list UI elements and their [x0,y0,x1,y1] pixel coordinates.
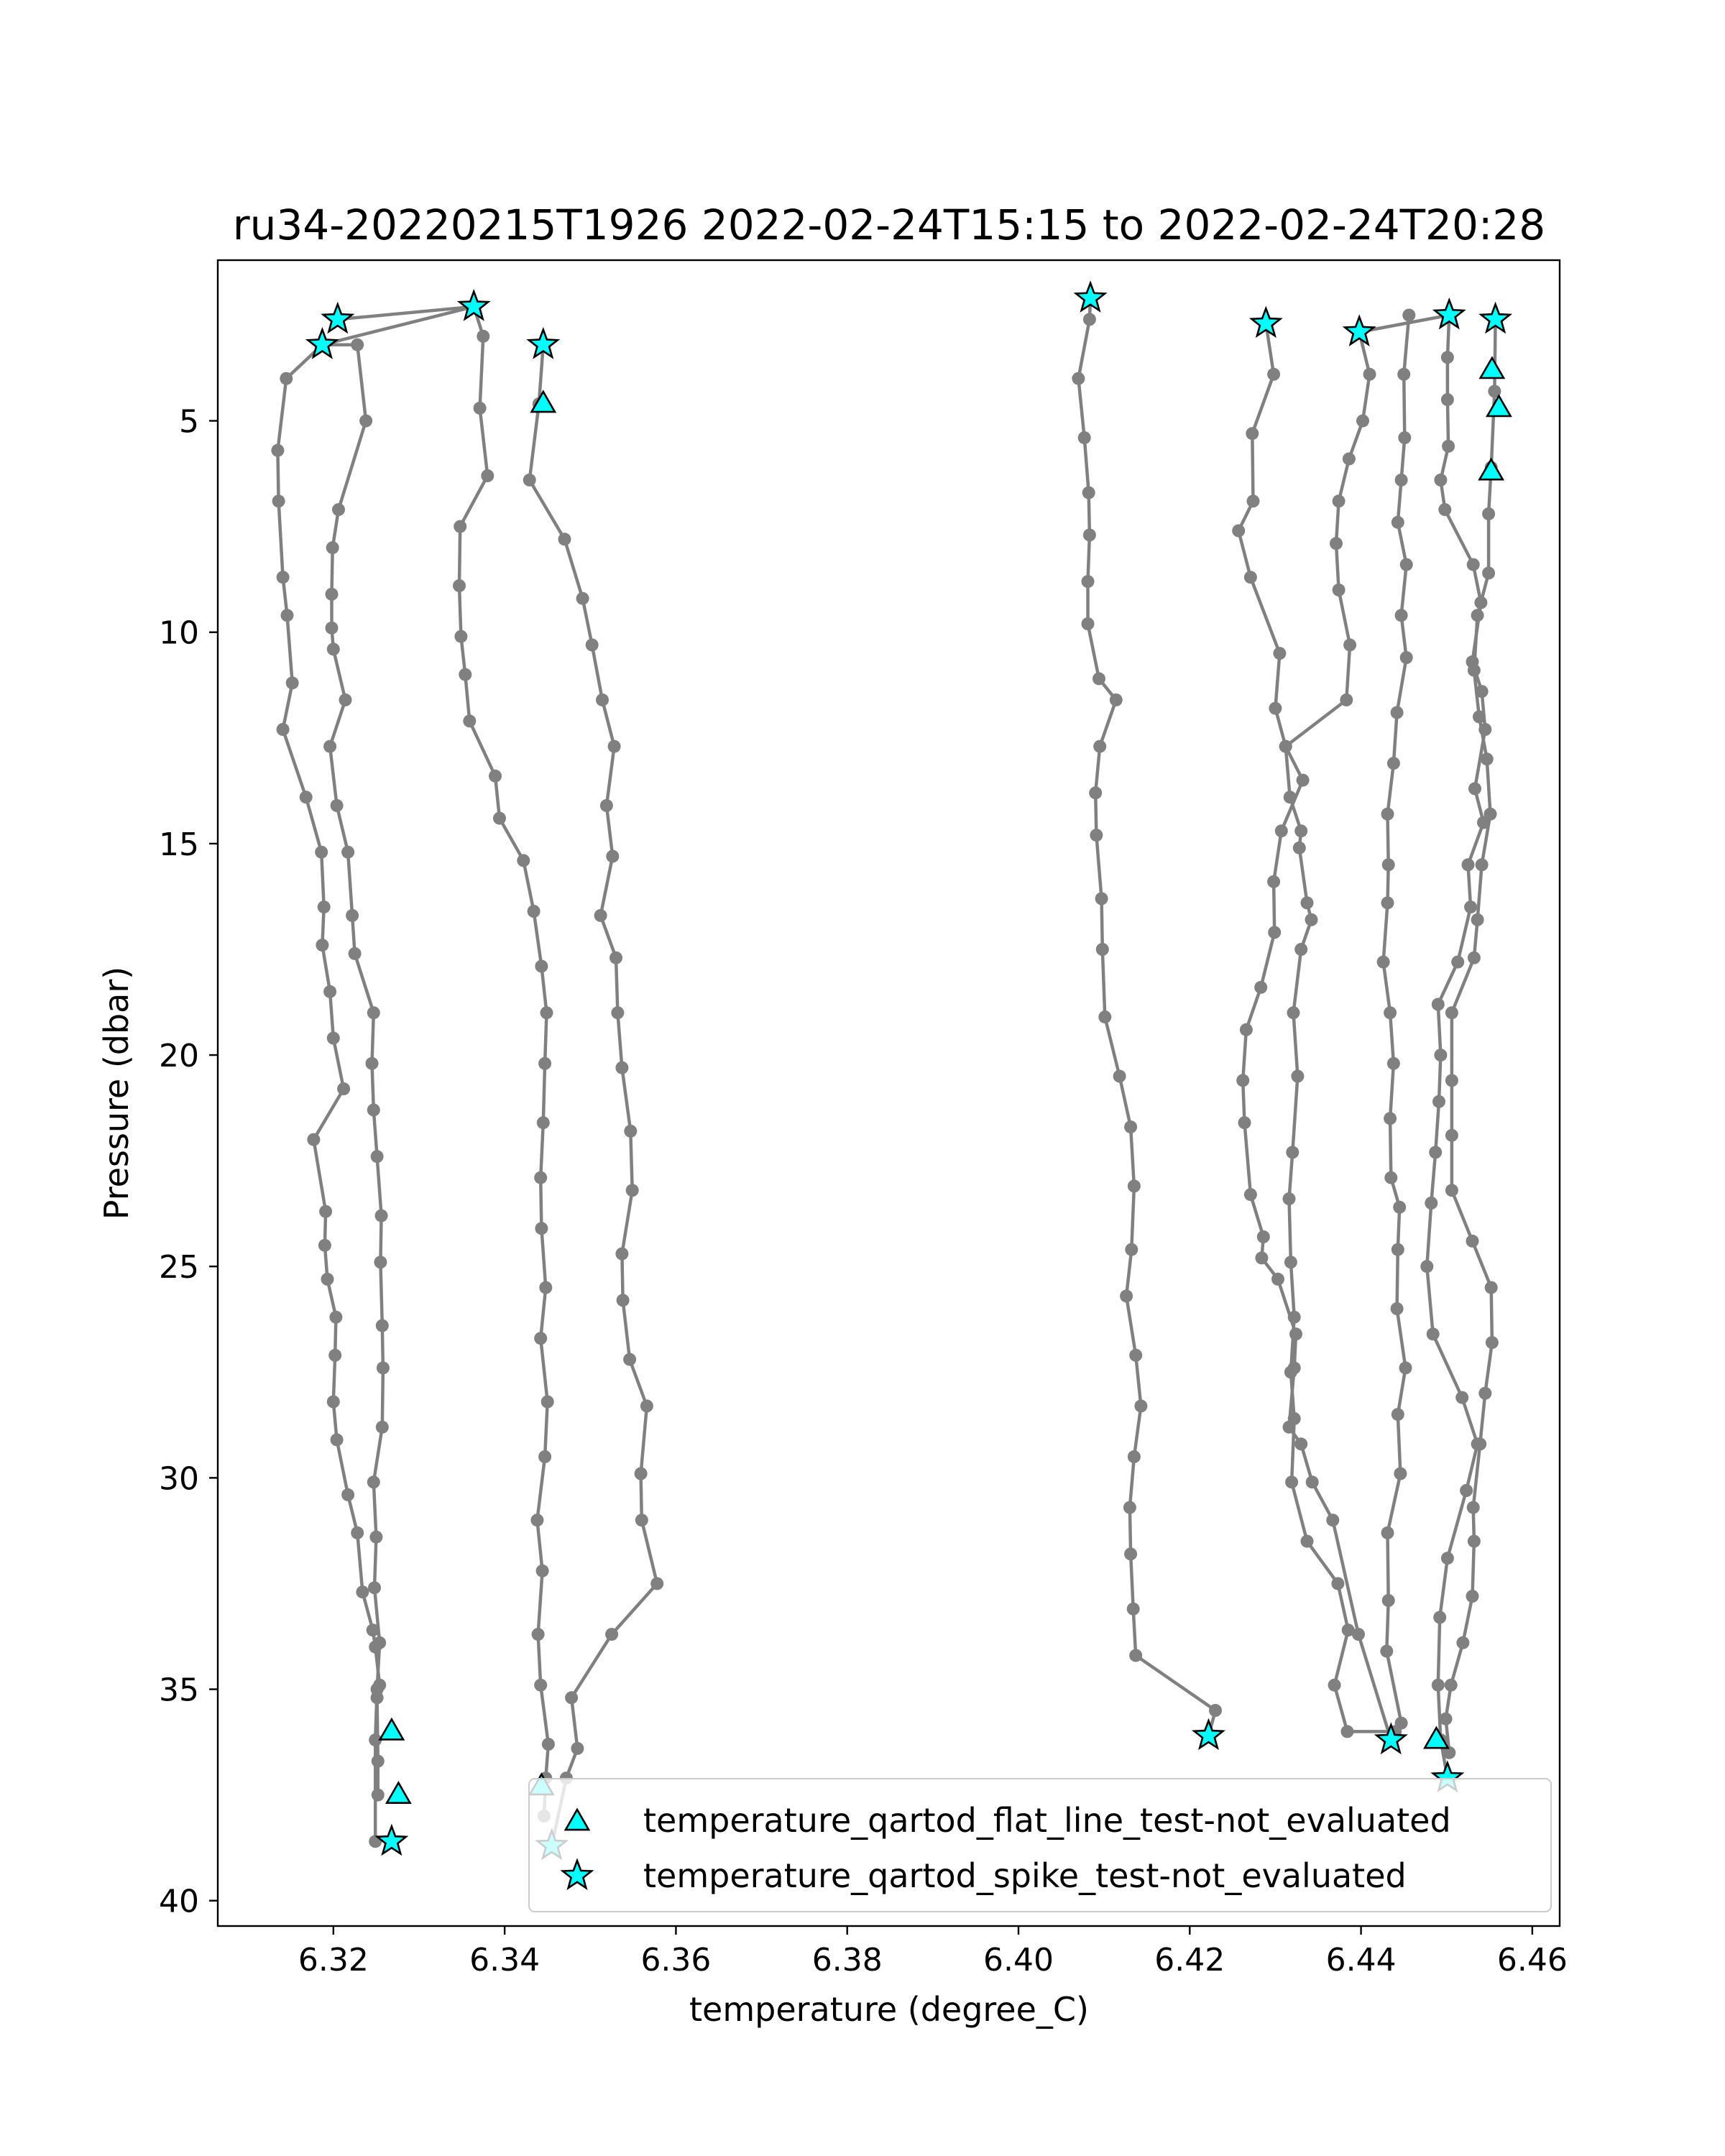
data-point [1098,1010,1111,1023]
data-point [1381,896,1394,909]
data-point [542,1738,555,1751]
data-point [1398,431,1411,444]
data-point [1328,1679,1341,1692]
data-point [1440,1713,1453,1726]
data-point [1402,309,1415,322]
y-axis-label: Pressure (dbar) [97,966,136,1220]
data-point [272,494,285,507]
data-point [1442,440,1455,453]
data-point [596,694,609,706]
data-point [528,905,540,918]
data-point [534,1679,547,1692]
data-point [367,1104,380,1117]
data-point [1110,694,1123,706]
data-point [615,1248,628,1261]
data-point [532,1628,545,1641]
data-point [1441,393,1454,406]
data-point [1395,609,1408,622]
data-point [373,1636,386,1649]
x-tick-label: 6.38 [811,1942,883,1978]
data-point [1382,858,1395,871]
data-point [307,1133,320,1146]
data-point [1384,1006,1397,1019]
data-point [1478,1387,1491,1400]
data-point [635,1514,648,1526]
x-tick-label: 6.46 [1496,1942,1568,1978]
data-point [594,909,607,922]
data-point [1482,507,1495,520]
data-point [1384,1112,1397,1125]
data-point [1246,427,1259,440]
data-point [586,638,599,651]
data-point [366,1057,379,1070]
data-point [326,541,339,554]
data-point [1342,1623,1355,1636]
data-point [1291,1070,1304,1083]
data-point [536,1565,549,1577]
data-point [1397,368,1410,381]
data-point [1095,892,1108,905]
data-point [1134,1399,1147,1412]
data-point [1129,1349,1142,1362]
data-point [1124,1547,1137,1560]
data-point [1481,752,1494,765]
data-point [1090,829,1103,842]
data-point [1257,1230,1270,1243]
data-point [1400,651,1413,664]
data-point [565,1691,578,1704]
data-point [1399,1361,1412,1374]
data-point [534,1171,547,1184]
data-point [1445,1679,1458,1692]
data-point [351,338,364,351]
data-point [1078,431,1091,444]
data-point [337,1082,350,1095]
data-point [1209,1704,1222,1717]
data-point [376,1319,389,1332]
data-point [369,1531,382,1544]
data-point [1427,1327,1440,1340]
data-point [1083,528,1096,541]
data-point [489,770,502,783]
data-point [1279,740,1292,753]
data-point [1432,1679,1445,1692]
data-point [1331,1577,1344,1590]
data-point [1082,575,1095,588]
data-point [1287,1006,1300,1019]
data-point [1468,1535,1481,1548]
data-point [1294,824,1307,837]
data-point [1283,1192,1296,1205]
y-tick-label: 30 [159,1460,199,1498]
data-point [617,1294,630,1307]
data-point [280,372,293,385]
x-tick-label: 6.34 [469,1942,540,1978]
x-tick-label: 6.40 [983,1942,1054,1978]
data-point [1395,474,1408,487]
data-point [318,900,331,913]
data-point [1433,1611,1446,1624]
data-point [1236,1074,1249,1087]
x-axis-ticks [298,1926,1568,1978]
data-point [1297,774,1310,787]
data-point [1456,1636,1469,1649]
x-tick-label: 6.32 [298,1942,369,1978]
data-point [331,799,344,812]
data-point [615,1061,628,1074]
data-point [571,1742,584,1755]
data-point [517,854,530,867]
data-point [1380,1645,1393,1658]
y-tick-label: 40 [159,1883,199,1920]
data-point [1247,494,1260,507]
data-point [610,952,622,964]
data-point [1468,782,1481,795]
data-point [1333,584,1346,596]
data-point [1466,1590,1479,1603]
data-point [1381,808,1394,821]
data-point [1377,956,1390,969]
data-point [1330,537,1343,550]
data-point [331,1433,344,1446]
data-point [1267,875,1280,888]
data-point [481,469,494,482]
data-point [376,1421,389,1434]
data-point [286,676,299,689]
y-tick-label: 15 [159,826,199,863]
data-point [535,960,548,973]
data-point [341,846,354,859]
data-point [538,1057,551,1070]
data-point [316,939,328,952]
data-point [359,415,372,428]
data-point [493,812,506,825]
data-point [318,1239,331,1252]
data-point [1305,913,1318,926]
data-point [1445,1184,1458,1197]
data-point [1484,808,1497,821]
data-point [321,1273,334,1286]
data-point [1120,1289,1133,1302]
data-point [611,1006,624,1019]
data-point [1125,1243,1138,1256]
data-point [1340,694,1353,706]
data-point [281,609,294,622]
data-point [576,592,589,605]
data-point [1294,1437,1307,1450]
data-point [1244,571,1257,584]
data-point [1395,1717,1408,1730]
data-point [477,330,489,343]
data-point [1244,1188,1257,1201]
data-point [374,1256,387,1268]
data-point [650,1577,663,1590]
data-point [1468,664,1481,677]
data-point [1326,1514,1339,1526]
data-point [453,579,466,592]
data-point [623,1353,636,1366]
x-tick-label: 6.36 [640,1942,712,1978]
data-point [326,622,339,635]
data-point [1268,926,1281,939]
data-point [367,1006,380,1019]
data-point [1271,1273,1284,1286]
data-point [1473,710,1486,723]
data-point [1301,1535,1314,1548]
data-point [1391,1302,1404,1315]
data-point [1363,368,1376,381]
data-point [1285,1475,1298,1488]
data-point [1471,609,1484,622]
data-point [372,1789,385,1802]
data-point [277,723,290,736]
y-tick-label: 10 [159,614,199,652]
data-point [535,1222,548,1235]
data-point [368,1581,381,1594]
data-point [1473,1437,1486,1450]
data-point [1128,1450,1141,1463]
data-point [1341,1725,1354,1738]
data-point [1392,1243,1404,1256]
data-point [1092,672,1105,685]
data-point [1392,1408,1404,1421]
data-point [1294,943,1307,956]
data-point [1082,617,1095,630]
y-tick-label: 25 [159,1249,199,1286]
data-point [1462,858,1475,871]
data-point [1113,1070,1126,1083]
data-point [1128,1179,1141,1192]
data-point [1387,1057,1400,1070]
data-point [1356,415,1369,428]
y-tick-label: 35 [159,1672,199,1709]
data-point [1391,706,1404,719]
data-point [1467,1501,1480,1514]
data-point [1288,1311,1301,1324]
data-point [1460,1484,1473,1497]
data-point [339,694,352,706]
data-point [1127,1603,1140,1616]
data-point [1273,647,1286,660]
data-point [1343,638,1356,651]
data-point [640,1399,653,1412]
data-point [534,1332,547,1345]
data-point [332,503,345,516]
data-point [1392,516,1404,529]
data-point [372,1755,385,1768]
data-point [558,533,571,545]
data-point [600,799,613,812]
data-point [375,1210,388,1222]
data-point [327,1032,340,1045]
data-point [1238,1116,1251,1129]
legend-spike-label: temperature_qartod_spike_test-not_evaluated [643,1856,1407,1895]
data-point [540,1006,553,1019]
data-point [1124,1120,1137,1133]
data-point [329,1311,342,1324]
data-point [1445,1129,1458,1142]
data-point [1476,858,1489,871]
data-point [327,1396,340,1409]
data-point [1486,1336,1499,1349]
data-point [605,1628,618,1641]
data-point [1096,943,1109,956]
data-point [1466,1235,1479,1248]
data-point [326,588,339,601]
data-point [1293,842,1306,854]
data-point [1301,896,1314,909]
data-point [606,850,619,863]
data-point [624,1125,637,1138]
data-point [1434,1049,1447,1061]
data-point [1288,1412,1301,1425]
data-point [1482,566,1495,579]
data-point [459,668,472,681]
data-point [538,1450,551,1463]
data-point [539,1281,552,1294]
data-point [1434,474,1447,487]
data-point [1467,558,1480,571]
data-point [1432,998,1445,1011]
data-point [1129,1649,1142,1662]
data-point [323,985,336,998]
data-point [377,1361,390,1374]
data-point [537,1116,550,1129]
data-point [1382,1594,1395,1607]
data-point [1093,740,1106,753]
data-point [1384,1171,1397,1184]
data-point [1240,1023,1253,1036]
y-tick-label: 20 [159,1038,199,1075]
data-point [328,1349,341,1362]
data-point [315,846,328,859]
data-point [346,909,359,922]
data-point [1072,372,1085,385]
data-point [351,1526,364,1539]
data-point [371,1150,384,1163]
data-point [323,740,336,753]
data-point [1468,952,1481,964]
data-point [1267,368,1280,381]
x-axis-label: temperature (degree_C) [689,1990,1089,2029]
data-point [1082,487,1095,499]
legend [529,1779,1551,1912]
data-point [1232,525,1245,538]
data-point [1255,1251,1268,1264]
data-point [1420,1260,1433,1273]
data-point [341,1488,354,1501]
data-point [1284,1365,1297,1378]
data-point [1441,351,1454,364]
data-point [371,1683,384,1696]
data-point [277,571,290,584]
data-point [1445,1006,1458,1019]
data-point [474,402,487,415]
data-point [319,1205,332,1218]
data-point [463,714,476,727]
data-point [1394,1468,1407,1480]
data-point [1083,313,1096,326]
data-point [1445,1074,1458,1087]
data-point [1381,1526,1394,1539]
data-point [1387,757,1400,770]
data-point [1333,494,1346,507]
data-point [367,1475,380,1488]
data-point [1464,900,1477,913]
data-point [541,1396,554,1409]
data-point [1425,1197,1438,1210]
data-point [356,1585,369,1598]
x-tick-label: 6.42 [1154,1942,1225,1978]
data-point [271,444,284,457]
data-point [1455,1391,1468,1404]
data-point [626,1184,639,1197]
data-point [1343,453,1356,466]
data-point [349,947,362,960]
data-point [523,474,536,487]
data-point [1471,913,1484,926]
y-axis-ticks [159,404,218,1920]
data-point [1275,824,1288,837]
legend-flat-line-label: temperature_qartod_flat_line_test-not_evaluated [643,1801,1451,1840]
data-point [608,740,621,753]
chart-title: ru34-20220215T1926 2022-02-24T15:15 to 2022-02-24T20:28 [232,201,1546,249]
data-point [454,630,467,643]
data-point [1400,558,1413,571]
data-point [1393,1201,1406,1214]
data-point [1286,1146,1299,1158]
data-point [530,1514,543,1526]
data-point [1451,956,1464,969]
x-tick-label: 6.44 [1325,1942,1397,1978]
data-point [635,1468,648,1480]
plot-area [218,260,1560,1926]
data-point [1123,1501,1136,1514]
data-point [1254,981,1267,994]
y-tick-label: 5 [179,403,199,441]
data-point [1089,786,1102,799]
data-point [1284,1256,1297,1268]
data-point [1269,702,1282,715]
data-point [1429,1146,1442,1158]
data-point [327,642,340,655]
data-point [1432,1095,1445,1108]
data-point [454,520,466,533]
data-point [1438,503,1451,516]
data-point [1284,791,1297,803]
data-point [1441,1552,1454,1565]
data-point [300,791,313,803]
data-point [1306,1475,1319,1488]
data-point [1485,1281,1498,1294]
